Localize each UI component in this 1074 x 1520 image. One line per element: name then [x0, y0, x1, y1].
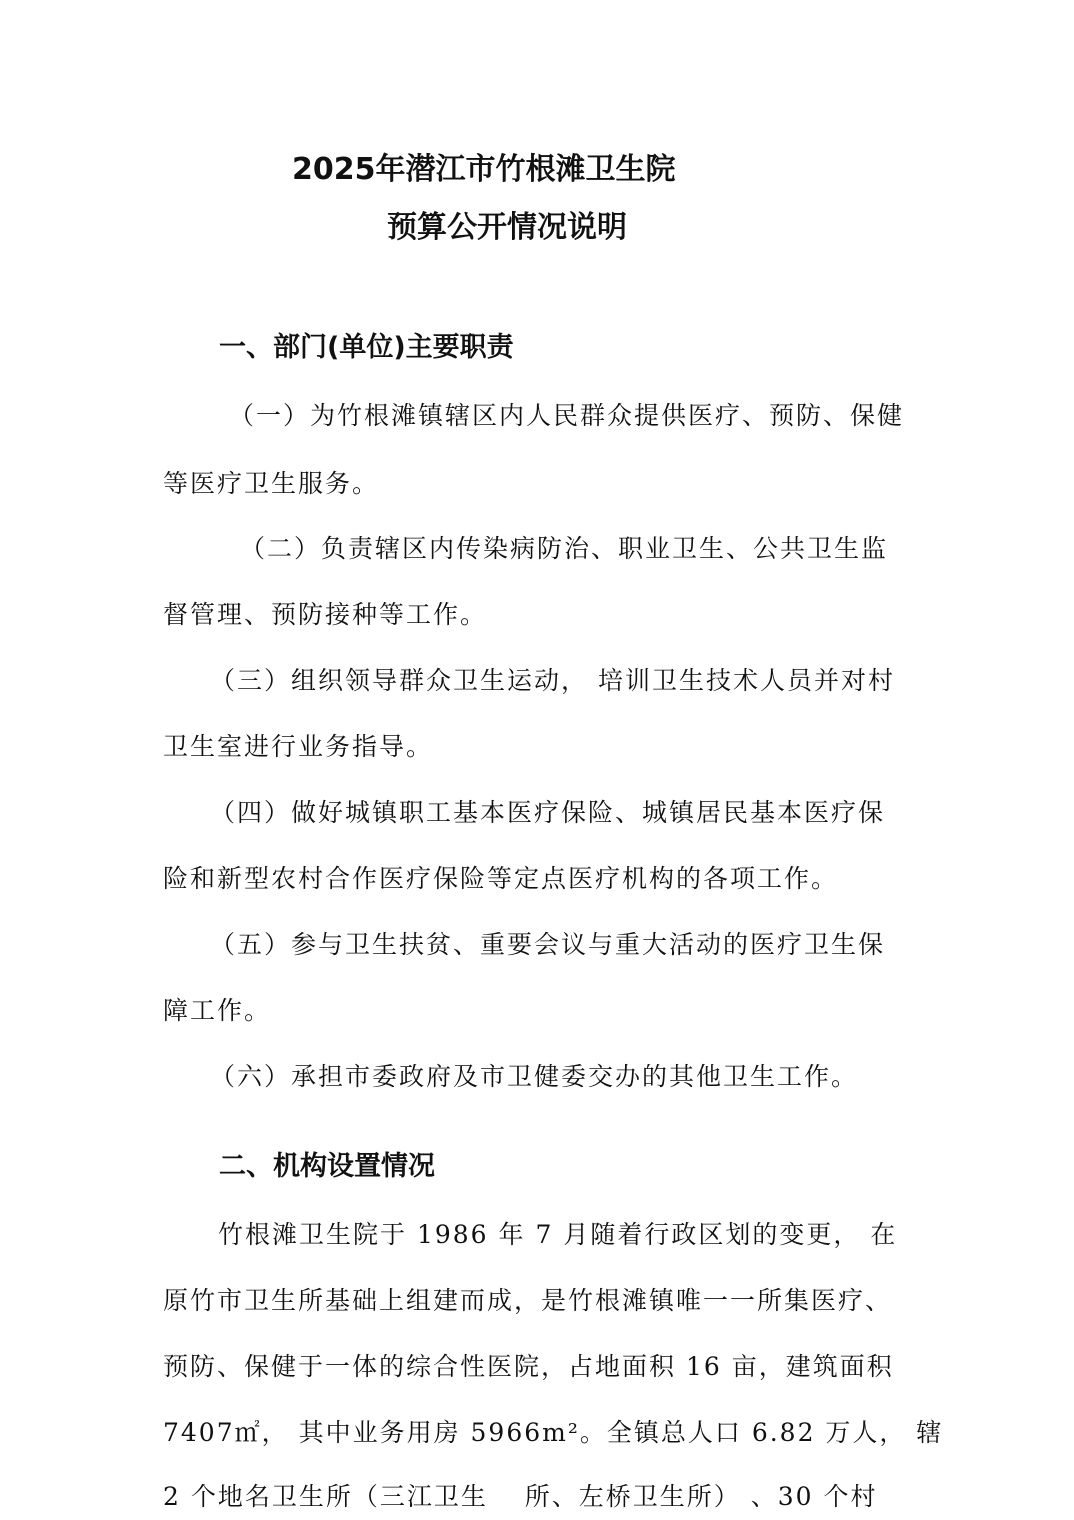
- section1-line-5: （三）组织领导群众卫生运动， 培训卫生技术人员并对村: [210, 666, 895, 695]
- section1-line-11: （六）承担市委政府及市卫健委交办的其他卫生工作。: [210, 1062, 859, 1091]
- section1-line-2: 等医疗卫生服务。: [163, 469, 380, 498]
- section1-heading: 一、部门(单位)主要职责: [219, 332, 514, 363]
- section1-line-1: （一）为竹根滩镇辖区内人民群众提供医疗、预防、保健: [229, 401, 905, 430]
- section1-line-4: 督管理、预防接种等工作。: [163, 600, 488, 629]
- section2-line-4: 7407㎡， 其中业务用房 5966m²。全镇总人口 6.82 万人， 辖: [163, 1418, 944, 1447]
- section2-line-2: 原竹市卫生所基础上组建而成，是竹根滩镇唯一一所集医疗、: [163, 1286, 893, 1315]
- section1-line-9: （五）参与卫生扶贫、重要会议与重大活动的医疗卫生保: [210, 930, 886, 959]
- section1-line-8: 险和新型农村合作医疗保险等定点医疗机构的各项工作。: [163, 864, 839, 893]
- document-title-line1: 2025年潜江市竹根滩卫生院: [292, 152, 676, 187]
- section2-line-5: 2 个地名卫生所（三江卫生 所、左桥卫生所） 、30 个村: [163, 1482, 878, 1511]
- document-title-line2: 预算公开情况说明: [387, 210, 627, 245]
- section2-line-1: 竹根滩卫生院于 1986 年 7 月随着行政区划的变更， 在: [218, 1220, 898, 1249]
- section1-line-7: （四）做好城镇职工基本医疗保险、城镇居民基本医疗保: [210, 798, 886, 827]
- section1-line-6: 卫生室进行业务指导。: [163, 732, 434, 761]
- section1-line-3: （二）负责辖区内传染病防治、职业卫生、公共卫生监: [240, 534, 889, 563]
- section2-heading: 二、机构设置情况: [219, 1151, 435, 1182]
- section2-line-3: 预防、保健于一体的综合性医院，占地面积 16 亩，建筑面积: [163, 1352, 894, 1381]
- section1-line-10: 障工作。: [163, 996, 272, 1025]
